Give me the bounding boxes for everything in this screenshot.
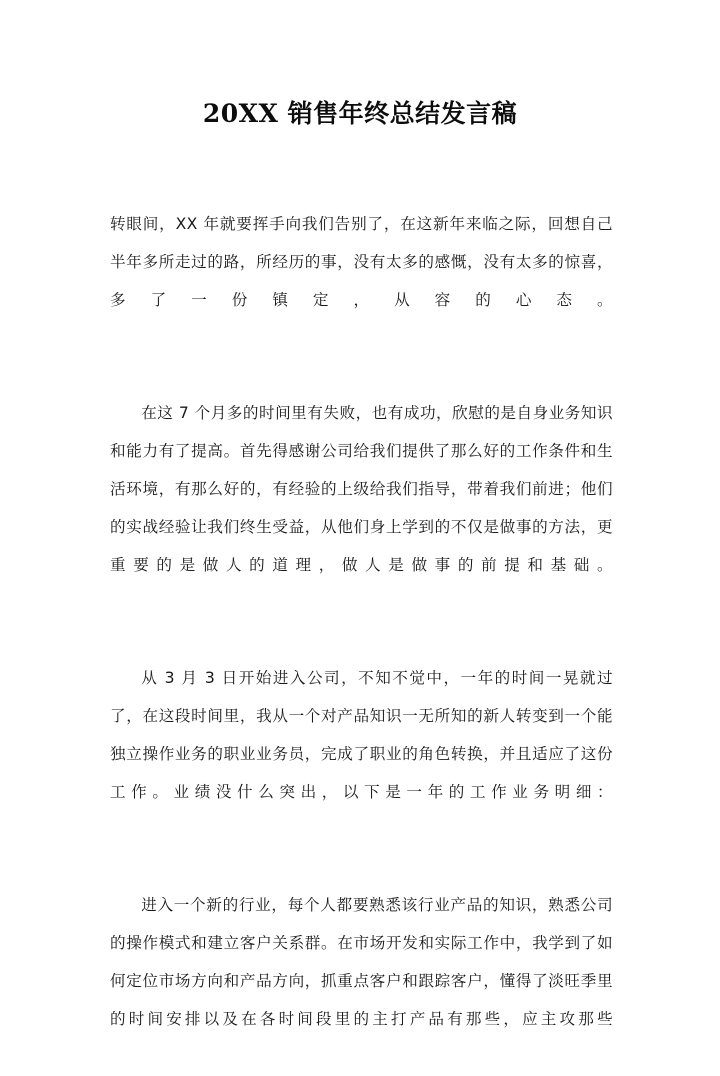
- document-body: [110, 205, 613, 1076]
- paragraph: 从 3 月 3 日开始进入公司，不知不觉中，一年的时间一晃就过了，在这段时间里，我从一个对产品知识一无所知的新人转变到一个能独立操作业务的职业业务员，完成了职业的角色转换，并且适应了这份工作。业绩没什么突出，以下是一年的工作业务明细：: [110, 669, 613, 801]
- page-title: 20XX 销售年终总结发言稿: [202, 98, 518, 128]
- paragraph: 转眼间，XX 年就要挥手向我们告别了，在这新年来临之际，回想自己半年多所走过的路，所经历的事，没有太多的感慨，没有太多的惊喜，多了一份镇定，从容的心态。: [110, 215, 613, 309]
- paragraph: 在这 7 个月多的时间里有失败，也有成功，欣慰的是自身业务知识和能力有了提高。首先得感谢公司给我们提供了那么好的工作条件和生活环境，有那么好的，有经验的上级给我们指导，带着我们前进；他们的实战经验让我们终生受益，从他们身上学到的不仅是做事的方法，更重要的是做人的道理，做人是做事的前提和基础。: [110, 404, 613, 574]
- paragraph: 进入一个新的行业，每个人都要熟悉该行业产品的知识，熟悉公司的操作模式和建立客户关系群。在市场开发和实际工作中，我学到了如何定位市场方向和产品方向，抓重点客户和跟踪客户，懂得了淡旺季里的时间安排以及在各时间段里的主打产品有那些，应主攻那些: [110, 896, 613, 1028]
